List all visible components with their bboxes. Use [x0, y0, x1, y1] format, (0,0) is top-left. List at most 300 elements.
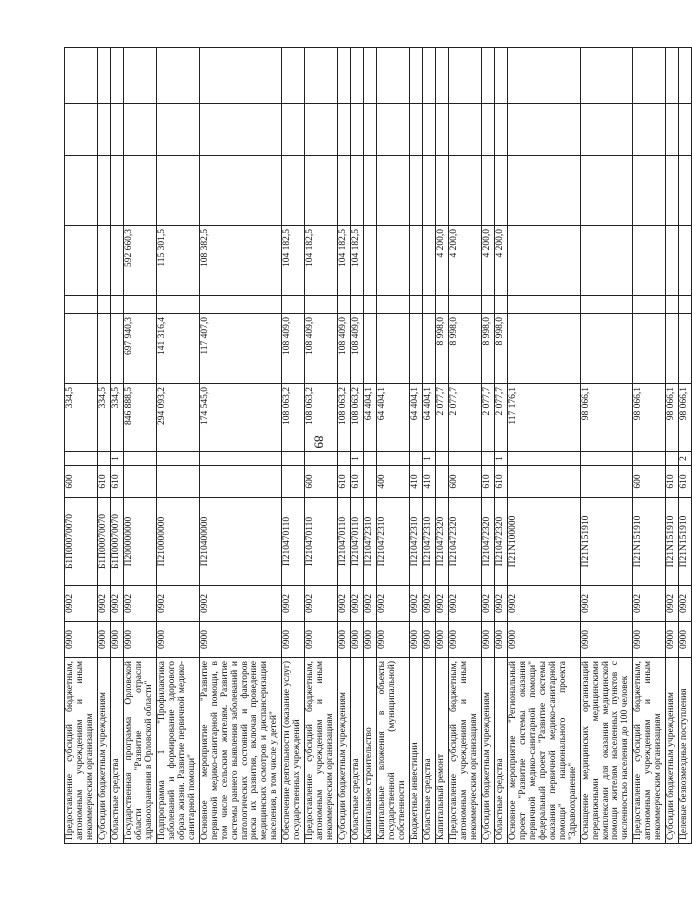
amount-col-f-cell: [123, 48, 156, 104]
amount-col-c-cell: [423, 226, 436, 296]
amount-col-c-cell: [580, 226, 633, 296]
target-article-cell: П210472310: [364, 498, 377, 586]
grbs-code-cell: 0900: [448, 622, 481, 658]
amount-col-b-cell: 8 998,0: [494, 314, 507, 384]
section-code-cell: 0902: [423, 586, 436, 622]
amount-col-d-cell: [666, 156, 679, 226]
amount-col-a-cell: 98 066,1: [666, 384, 679, 452]
table-row: [481, 48, 494, 844]
expense-type-cell: 610: [351, 466, 364, 498]
amount-col-b-cell: 117 407,0: [199, 314, 282, 384]
row-name-cell: Основное мероприятие "Региональный проект "Развитие системы оказания первичной медико-санитарной помощи" федеральный проект "Развитие системы оказания первичной медико-санитарной помощи" национального проекта "Здравоохранение": [507, 658, 580, 844]
amount-col-a-cell: 108 063,2: [338, 384, 351, 452]
target-article-cell: П210472320: [448, 498, 481, 586]
amount-col-e-cell: [156, 104, 199, 156]
row-name-cell: Капитальные вложения в объекты государственной (муниципальной) собственности: [377, 658, 410, 844]
row-name-cell: Целевые безвозмездные поступления: [679, 658, 692, 844]
amount-col-a-cell: 334,5: [65, 384, 98, 452]
amount-col-b-cell: 697 940,3: [123, 314, 156, 384]
amount-col-e-cell: [410, 104, 423, 156]
empty-col-cell: [364, 296, 377, 314]
empty-col-cell: [377, 296, 410, 314]
amount-col-a-cell: 174 545,0: [199, 384, 282, 452]
table-row: [123, 48, 156, 844]
target-article-cell: Б1П00070070: [110, 498, 123, 586]
expense-type-cell: 610: [679, 466, 692, 498]
amount-col-f-cell: [679, 48, 692, 104]
amount-col-c-cell: 4 200,0: [494, 226, 507, 296]
source-code-cell: [377, 452, 410, 466]
amount-col-c-cell: 115 301,5: [156, 226, 199, 296]
row-name-cell: Основное мероприятие "Развитие первичной медико-санитарной помощи, в том числе сельским жителям. Развитие системы раннего выявления заболеваний и патологических состояний и факторов риска их развития, включая проведение медицинских осмотров и диспансеризации населения, в том числе у детей": [199, 658, 282, 844]
amount-col-a-cell: 108 063,2: [282, 384, 305, 452]
amount-col-c-cell: [679, 226, 692, 296]
expense-type-cell: [123, 466, 156, 498]
amount-col-b-cell: [666, 314, 679, 384]
expense-type-cell: 400: [377, 466, 410, 498]
source-code-cell: [633, 452, 666, 466]
row-name-cell: Областные средства: [351, 658, 364, 844]
section-code-cell: 0902: [481, 586, 494, 622]
expense-type-cell: [580, 466, 633, 498]
amount-col-e-cell: [305, 104, 338, 156]
amount-col-c-cell: [65, 226, 98, 296]
row-name-cell: Государственная программа Орловской области "Развитие отрасли здравоохранения в Орловской области": [123, 658, 156, 844]
expense-type-cell: 600: [65, 466, 98, 498]
target-article-cell: П210472320: [435, 498, 448, 586]
amount-col-b-cell: [377, 314, 410, 384]
amount-col-f-cell: [351, 48, 364, 104]
source-code-cell: [580, 452, 633, 466]
amount-col-a-cell: 108 063,2: [305, 384, 338, 452]
amount-col-b-cell: 108 409,0: [338, 314, 351, 384]
source-code-cell: [282, 452, 305, 466]
amount-col-b-cell: [679, 314, 692, 384]
grbs-code-cell: 0900: [481, 622, 494, 658]
amount-col-d-cell: [494, 156, 507, 226]
grbs-code-cell: 0900: [65, 622, 98, 658]
row-name-cell: Предоставление субсидий бюджетным, автономным учреждениям и иным некоммерческим организациям: [448, 658, 481, 844]
amount-col-b-cell: [507, 314, 580, 384]
row-name-cell: Капитальный ремонт: [435, 658, 448, 844]
expense-type-cell: [364, 466, 377, 498]
empty-col-cell: [679, 296, 692, 314]
table-row: [679, 48, 692, 844]
grbs-code-cell: 0900: [351, 622, 364, 658]
empty-col-cell: [282, 296, 305, 314]
amount-col-d-cell: [110, 156, 123, 226]
amount-col-d-cell: [305, 156, 338, 226]
empty-col-cell: [123, 296, 156, 314]
table-row: [351, 48, 364, 844]
amount-col-b-cell: 141 316,4: [156, 314, 199, 384]
amount-col-e-cell: [448, 104, 481, 156]
target-article-cell: П210472320: [481, 498, 494, 586]
expense-type-cell: [435, 466, 448, 498]
section-code-cell: 0902: [199, 586, 282, 622]
grbs-code-cell: 0900: [633, 622, 666, 658]
expense-type-cell: 600: [633, 466, 666, 498]
row-name-cell: Субсидии бюджетным учреждениям: [481, 658, 494, 844]
amount-col-a-cell: 108 063,2: [351, 384, 364, 452]
empty-col-cell: [110, 296, 123, 314]
amount-col-c-cell: 4 200,0: [481, 226, 494, 296]
amount-col-e-cell: [97, 104, 110, 156]
empty-col-cell: [666, 296, 679, 314]
amount-col-d-cell: [633, 156, 666, 226]
amount-col-f-cell: [199, 48, 282, 104]
section-code-cell: 0902: [580, 586, 633, 622]
amount-col-a-cell: 2 077,7: [448, 384, 481, 452]
grbs-code-cell: 0900: [364, 622, 377, 658]
section-code-cell: 0902: [679, 586, 692, 622]
amount-col-f-cell: [338, 48, 351, 104]
empty-col-cell: [65, 296, 98, 314]
grbs-code-cell: 0900: [507, 622, 580, 658]
amount-col-e-cell: [65, 104, 98, 156]
section-code-cell: 0902: [435, 586, 448, 622]
table-row: [507, 48, 580, 844]
amount-col-f-cell: [423, 48, 436, 104]
page-number: 89: [311, 435, 327, 449]
section-code-cell: 0902: [305, 586, 338, 622]
amount-col-b-cell: [110, 314, 123, 384]
amount-col-c-cell: [507, 226, 580, 296]
empty-col-cell: [199, 296, 282, 314]
amount-col-e-cell: [364, 104, 377, 156]
row-name-cell: Оснащение медицинских организаций передвижными медицинскими комплексами для оказания медицинской помощи жителям населенных пунктов с численностью населения до 100 человек: [580, 658, 633, 844]
target-article-cell: П21N151910: [679, 498, 692, 586]
section-code-cell: 0902: [507, 586, 580, 622]
empty-col-cell: [580, 296, 633, 314]
section-code-cell: 0902: [110, 586, 123, 622]
amount-col-a-cell: 64 404,1: [377, 384, 410, 452]
row-name-cell: Бюджетные инвестиции: [410, 658, 423, 844]
amount-col-d-cell: [123, 156, 156, 226]
amount-col-d-cell: [65, 156, 98, 226]
amount-col-b-cell: [65, 314, 98, 384]
amount-col-f-cell: [448, 48, 481, 104]
table-row: [377, 48, 410, 844]
source-code-cell: [435, 452, 448, 466]
amount-col-e-cell: [507, 104, 580, 156]
amount-col-b-cell: [423, 314, 436, 384]
source-code-cell: [364, 452, 377, 466]
target-article-cell: П210400000: [199, 498, 282, 586]
amount-col-a-cell: 334,5: [110, 384, 123, 452]
grbs-code-cell: 0900: [110, 622, 123, 658]
amount-col-d-cell: [364, 156, 377, 226]
expense-type-cell: 610: [97, 466, 110, 498]
target-article-cell: П210470110: [338, 498, 351, 586]
source-code-cell: [156, 452, 199, 466]
amount-col-d-cell: [507, 156, 580, 226]
grbs-code-cell: 0900: [679, 622, 692, 658]
table-row: [423, 48, 436, 844]
amount-col-f-cell: [633, 48, 666, 104]
amount-col-d-cell: [97, 156, 110, 226]
section-code-cell: 0902: [494, 586, 507, 622]
amount-col-c-cell: 108 382,5: [199, 226, 282, 296]
amount-col-c-cell: 4 200,0: [448, 226, 481, 296]
empty-col-cell: [338, 296, 351, 314]
source-code-cell: [123, 452, 156, 466]
amount-col-b-cell: 8 998,0: [448, 314, 481, 384]
amount-col-e-cell: [633, 104, 666, 156]
table-row: [410, 48, 423, 844]
expense-type-cell: 610: [481, 466, 494, 498]
amount-col-a-cell: 2 077,7: [481, 384, 494, 452]
amount-col-d-cell: [410, 156, 423, 226]
empty-col-cell: [305, 296, 338, 314]
row-name-cell: Предоставление субсидий бюджетным, автономным учреждениям и иным некоммерческим организациям: [633, 658, 666, 844]
grbs-code-cell: 0900: [305, 622, 338, 658]
amount-col-f-cell: [65, 48, 98, 104]
expense-type-cell: [507, 466, 580, 498]
amount-col-f-cell: [410, 48, 423, 104]
amount-col-f-cell: [305, 48, 338, 104]
row-name-cell: Подпрограмма 1 "Профилактика заболеваний и формирование здорового образа жизни. Развитие первичной медико-санитарной помощи": [156, 658, 199, 844]
amount-col-a-cell: 98 066,1: [633, 384, 666, 452]
amount-col-f-cell: [494, 48, 507, 104]
table-row: [666, 48, 679, 844]
row-name-cell: Областные средства: [494, 658, 507, 844]
amount-col-b-cell: [97, 314, 110, 384]
amount-col-f-cell: [666, 48, 679, 104]
amount-col-a-cell: 98 066,1: [580, 384, 633, 452]
amount-col-c-cell: [110, 226, 123, 296]
section-code-cell: 0902: [364, 586, 377, 622]
section-code-cell: 0902: [377, 586, 410, 622]
source-code-cell: 1: [110, 452, 123, 466]
amount-col-a-cell: 98 066,1: [679, 384, 692, 452]
amount-col-a-cell: 846 888,5: [123, 384, 156, 452]
amount-col-f-cell: [377, 48, 410, 104]
amount-col-c-cell: 104 182,5: [338, 226, 351, 296]
amount-col-c-cell: 104 182,5: [305, 226, 338, 296]
table-row: [580, 48, 633, 844]
table-row: [305, 48, 338, 844]
amount-col-d-cell: [156, 156, 199, 226]
table-row: [97, 48, 110, 844]
table-row: [448, 48, 481, 844]
rotated-table-wrapper: [64, 58, 690, 844]
target-article-cell: П210472310: [423, 498, 436, 586]
source-code-cell: [305, 452, 338, 466]
empty-col-cell: [633, 296, 666, 314]
section-code-cell: 0902: [448, 586, 481, 622]
expense-type-cell: 410: [410, 466, 423, 498]
table-row: [65, 48, 98, 844]
table-row: [633, 48, 666, 844]
source-code-cell: 1: [423, 452, 436, 466]
amount-col-e-cell: [666, 104, 679, 156]
empty-col-cell: [410, 296, 423, 314]
amount-col-e-cell: [338, 104, 351, 156]
source-code-cell: [507, 452, 580, 466]
expense-type-cell: [156, 466, 199, 498]
amount-col-e-cell: [123, 104, 156, 156]
amount-col-c-cell: 4 200,0: [435, 226, 448, 296]
amount-col-d-cell: [435, 156, 448, 226]
expense-type-cell: 600: [448, 466, 481, 498]
empty-col-cell: [435, 296, 448, 314]
grbs-code-cell: 0900: [282, 622, 305, 658]
empty-col-cell: [156, 296, 199, 314]
target-article-cell: П21N151910: [580, 498, 633, 586]
amount-col-e-cell: [435, 104, 448, 156]
amount-col-b-cell: 8 998,0: [481, 314, 494, 384]
source-code-cell: 2: [679, 452, 692, 466]
grbs-code-cell: 0900: [123, 622, 156, 658]
amount-col-f-cell: [580, 48, 633, 104]
table-row: [494, 48, 507, 844]
grbs-code-cell: 0900: [423, 622, 436, 658]
amount-col-f-cell: [507, 48, 580, 104]
amount-col-a-cell: 334,5: [97, 384, 110, 452]
amount-col-e-cell: [351, 104, 364, 156]
target-article-cell: П21N151910: [633, 498, 666, 586]
row-name-cell: Капитальное строительство: [364, 658, 377, 844]
amount-col-d-cell: [338, 156, 351, 226]
target-article-cell: П210472320: [494, 498, 507, 586]
amount-col-c-cell: [633, 226, 666, 296]
amount-col-e-cell: [110, 104, 123, 156]
row-name-cell: Областные средства: [110, 658, 123, 844]
grbs-code-cell: 0900: [494, 622, 507, 658]
table-row: [156, 48, 199, 844]
table-row: [199, 48, 282, 844]
target-article-cell: Б1П00070070: [65, 498, 98, 586]
source-code-cell: [97, 452, 110, 466]
empty-col-cell: [351, 296, 364, 314]
amount-col-f-cell: [282, 48, 305, 104]
amount-col-e-cell: [481, 104, 494, 156]
grbs-code-cell: 0900: [580, 622, 633, 658]
amount-col-d-cell: [282, 156, 305, 226]
target-article-cell: П210470110: [351, 498, 364, 586]
amount-col-e-cell: [423, 104, 436, 156]
target-article-cell: П210472310: [410, 498, 423, 586]
grbs-code-cell: 0900: [410, 622, 423, 658]
section-code-cell: 0902: [633, 586, 666, 622]
amount-col-d-cell: [580, 156, 633, 226]
amount-col-b-cell: 108 409,0: [282, 314, 305, 384]
amount-col-d-cell: [199, 156, 282, 226]
grbs-code-cell: 0900: [338, 622, 351, 658]
amount-col-d-cell: [679, 156, 692, 226]
target-article-cell: П200000000: [123, 498, 156, 586]
expense-type-cell: [282, 466, 305, 498]
grbs-code-cell: 0900: [377, 622, 410, 658]
amount-col-a-cell: 2 077,7: [435, 384, 448, 452]
amount-col-e-cell: [199, 104, 282, 156]
table-row: [435, 48, 448, 844]
expense-type-cell: 610: [666, 466, 679, 498]
row-name-cell: Областные средства: [423, 658, 436, 844]
section-code-cell: 0902: [282, 586, 305, 622]
amount-col-c-cell: [666, 226, 679, 296]
amount-col-f-cell: [110, 48, 123, 104]
grbs-code-cell: 0900: [97, 622, 110, 658]
source-code-cell: [448, 452, 481, 466]
amount-col-a-cell: 117 176,1: [507, 384, 580, 452]
amount-col-b-cell: [580, 314, 633, 384]
grbs-code-cell: 0900: [435, 622, 448, 658]
amount-col-c-cell: [364, 226, 377, 296]
target-article-cell: П210470110: [305, 498, 338, 586]
section-code-cell: 0902: [338, 586, 351, 622]
budget-table: [64, 47, 692, 844]
source-code-cell: [481, 452, 494, 466]
section-code-cell: 0902: [123, 586, 156, 622]
amount-col-b-cell: 8 998,0: [435, 314, 448, 384]
amount-col-b-cell: 108 409,0: [351, 314, 364, 384]
table-row: [110, 48, 123, 844]
amount-col-e-cell: [494, 104, 507, 156]
amount-col-e-cell: [377, 104, 410, 156]
expense-type-cell: 610: [110, 466, 123, 498]
expense-type-cell: 610: [494, 466, 507, 498]
amount-col-d-cell: [377, 156, 410, 226]
section-code-cell: 0902: [65, 586, 98, 622]
amount-col-a-cell: 64 404,1: [410, 384, 423, 452]
amount-col-d-cell: [423, 156, 436, 226]
source-code-cell: 1: [351, 452, 364, 466]
expense-type-cell: [199, 466, 282, 498]
target-article-cell: Б1П00070070: [97, 498, 110, 586]
amount-col-c-cell: [97, 226, 110, 296]
empty-col-cell: [448, 296, 481, 314]
row-name-cell: Субсидии бюджетным учреждениям: [666, 658, 679, 844]
grbs-code-cell: 0900: [199, 622, 282, 658]
amount-col-f-cell: [481, 48, 494, 104]
row-name-cell: Субсидии бюджетным учреждениям: [338, 658, 351, 844]
amount-col-b-cell: [364, 314, 377, 384]
target-article-cell: П210470110: [282, 498, 305, 586]
target-article-cell: П21N151910: [666, 498, 679, 586]
section-code-cell: 0902: [666, 586, 679, 622]
row-name-cell: Предоставление субсидий бюджетным, автономным учреждениям и иным некоммерческим организациям: [305, 658, 338, 844]
section-code-cell: 0902: [156, 586, 199, 622]
row-name-cell: Субсидии бюджетным учреждениям: [97, 658, 110, 844]
amount-col-f-cell: [435, 48, 448, 104]
empty-col-cell: [481, 296, 494, 314]
expense-type-cell: 600: [305, 466, 338, 498]
amount-col-f-cell: [364, 48, 377, 104]
row-name-cell: Обеспечение деятельности (оказание услуг) государственных учреждений: [282, 658, 305, 844]
section-code-cell: 0902: [351, 586, 364, 622]
target-article-cell: П210000000: [156, 498, 199, 586]
amount-col-f-cell: [156, 48, 199, 104]
expense-type-cell: 610: [338, 466, 351, 498]
section-code-cell: 0902: [410, 586, 423, 622]
row-name-cell: Предоставление субсидий бюджетным, автономным учреждениям и иным некоммерческим организациям: [65, 658, 98, 844]
empty-col-cell: [507, 296, 580, 314]
target-article-cell: П21N100000: [507, 498, 580, 586]
empty-col-cell: [97, 296, 110, 314]
source-code-cell: [65, 452, 98, 466]
amount-col-d-cell: [448, 156, 481, 226]
amount-col-a-cell: 294 093,2: [156, 384, 199, 452]
amount-col-c-cell: [377, 226, 410, 296]
amount-col-a-cell: 64 404,1: [423, 384, 436, 452]
amount-col-e-cell: [679, 104, 692, 156]
source-code-cell: [199, 452, 282, 466]
source-code-cell: [338, 452, 351, 466]
amount-col-d-cell: [481, 156, 494, 226]
source-code-cell: [410, 452, 423, 466]
